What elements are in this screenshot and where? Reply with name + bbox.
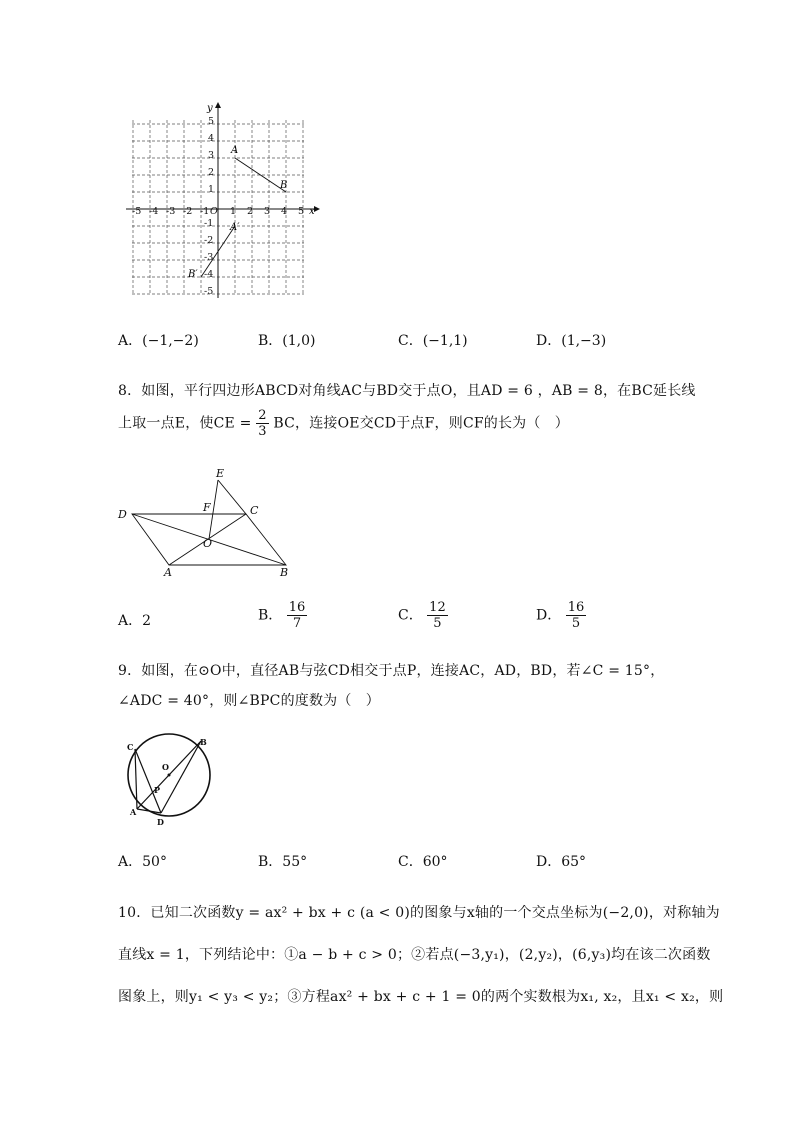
label-a: A [130,807,137,817]
option-letter: C． [398,854,423,870]
y-tick-label: 5 [208,116,215,127]
q8-line-1: 8．如图，平行四边形ABCD对角线AC与BD交于点O，且AD = 6 ，AB = 8，在BC延长线 [118,383,696,399]
origin-label: O [210,206,218,217]
q8-option-c[interactable] [398,600,448,631]
q7-option-d[interactable] [536,330,606,350]
label-d: D [157,817,164,827]
q10-line-1: 10．已知二次函数y = ax² + bx + c (a < 0)的图象与x轴的一个交点坐标为(−2,0)，对称轴为 [118,905,720,921]
q9-line-2: ∠ADC = 40°，则∠BPC的度数为（ ） [118,693,380,709]
label-o: O [162,762,169,772]
option-letter: B． [258,607,283,624]
point-b-label: B [280,180,288,191]
q9-option-a[interactable] [118,851,167,871]
q9-option-b[interactable] [258,851,307,871]
label-b: B [280,566,289,577]
q10-line-3: 图象上，则y₁ < y₃ < y₂；③方程ax² + bx + c + 1 = 0的两个实数根为x₁, x₂，且x₁ < x₂，则 [118,989,724,1005]
option-letter: A． [118,333,143,349]
label-f: F [203,501,211,514]
option-text: 60° [422,854,448,870]
q8-line-2-post: BC，连接OE交CD于点F，则CF的长为（ ） [273,415,569,432]
option-letter: D． [536,607,562,624]
q8-parallelogram-figure [112,462,302,577]
q8-fraction [256,408,268,439]
q9-option-c[interactable] [398,851,448,871]
x-tick-label: -5 [132,206,142,217]
x-tick-label: 2 [247,206,254,217]
y-tick-label: 4 [208,133,215,144]
q8-option-a[interactable] [118,610,151,630]
fraction-denominator: 5 [433,616,442,631]
x-tick-label: -1 [200,206,210,217]
option-text: 65° [561,854,587,870]
y-tick-label: -2 [204,235,214,246]
fraction-numerator: 12 [429,600,446,615]
q8-line-2 [118,408,569,439]
q10-line-2: 直线x = 1，下列结论中：①a − b + c > 0；②若点(−3,y₁)，(2,y₂)，(6,y₃)均在该二次函数 [118,947,711,963]
option-letter: A． [118,854,143,870]
q9-option-d[interactable] [536,851,586,871]
y-tick-label: -4 [204,269,214,280]
point-b1-label: B′ [188,269,198,280]
y-tick-label: 2 [208,167,215,178]
y-tick-label: -5 [204,286,214,297]
q9-line-1: 9．如图，在⊙O中，直径AB与弦CD相交于点P，连接AC，AD，BD，若∠C = 15°， [118,663,665,679]
y-axis-arrow [215,102,221,108]
y-tick-label: 1 [208,184,215,195]
option-fraction [287,600,308,631]
label-c: C [250,504,259,517]
y-tick-label: -3 [204,252,214,263]
label-e: E [216,467,225,480]
option-letter: B． [258,854,283,870]
label-o: O [203,537,213,550]
point-a1-label: A′ [230,222,240,233]
x-tick-label: 4 [281,206,288,217]
y-tick-label: -1 [204,218,214,229]
chord-ad [137,809,161,813]
option-letter: B． [258,333,283,349]
option-text: (−1,1) [422,333,468,349]
q8-option-d[interactable] [536,600,586,631]
option-fraction [566,600,587,631]
option-text: (−1,−2) [142,333,199,349]
fraction-denominator: 7 [292,616,302,631]
q9-circle-figure [118,733,218,828]
label-c: C [127,742,134,752]
option-letter: C． [398,607,423,624]
x-axis-label: x [309,206,315,217]
q7-option-a[interactable] [118,330,199,350]
label-d: D [118,508,127,521]
segment-ce [218,480,246,514]
q7-option-c[interactable] [398,330,468,350]
fraction-numerator: 16 [288,600,306,615]
center-dot [168,774,171,777]
option-letter: D． [536,854,562,870]
y-axis-label: y [207,103,213,114]
fraction-numerator: 2 [258,408,267,423]
option-letter: A． [118,613,143,629]
x-tick-label: 3 [264,206,271,217]
label-p: P [154,785,161,795]
q7-option-b[interactable] [258,330,316,350]
option-text: 50° [142,854,167,870]
option-text: (1,−3) [561,333,607,349]
q8-option-b[interactable] [258,600,307,631]
x-tick-label: -3 [166,206,176,217]
label-b: B [200,737,207,747]
option-letter: C． [398,333,423,349]
x-tick-label: -2 [183,206,193,217]
x-tick-label: 1 [230,206,237,217]
y-tick-label: 3 [208,150,215,161]
x-tick-label: -4 [149,206,159,217]
fraction-numerator: 16 [567,600,585,615]
fraction-denominator: 3 [258,424,267,439]
q8-figure-svg [112,462,302,577]
option-text: 2 [142,613,152,629]
fraction-denominator: 5 [571,616,581,631]
q9-figure-svg [118,733,218,828]
option-text: 55° [282,854,308,870]
x-axis-arrow [314,206,320,212]
q7-grid-svg [118,100,328,300]
option-text: (1,0) [282,333,316,349]
label-a: A [164,566,172,577]
point-a-label: A [231,145,239,156]
q8-line-2-pre: 上取一点E，使CE = [118,415,252,432]
q7-coordinate-figure [118,100,328,300]
option-letter: D． [536,333,562,349]
option-fraction [427,600,448,631]
x-tick-label: 5 [298,206,305,217]
